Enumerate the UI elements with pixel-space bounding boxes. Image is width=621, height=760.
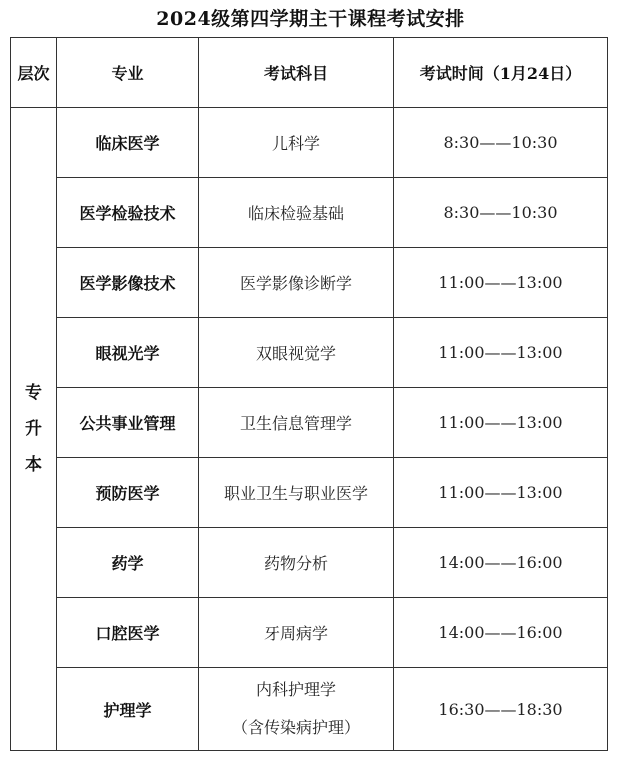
table-row [11,318,608,388]
table-row [11,458,608,528]
subject-line: （含传染病护理） [231,718,360,737]
major-cell: 护理学 [57,668,199,751]
major-cell: 口腔医学 [57,598,199,668]
major-cell: 药学 [57,528,199,598]
time-cell: 8:30——10:30 [394,108,608,178]
subject-line: 内科护理学 [255,680,336,699]
time-cell: 16:30——18:30 [394,668,608,751]
subject-cell: 职业卫生与职业医学 [199,458,394,528]
exam-schedule-table [10,37,608,751]
level-char: 专 [25,383,42,403]
table-row [11,668,608,751]
major-cell: 预防医学 [57,458,199,528]
subject-cell: 医学影像诊断学 [199,248,394,318]
subject-cell: 临床检验基础 [199,178,394,248]
subject-cell: 儿科学 [199,108,394,178]
subject-cell: 双眼视觉学 [199,318,394,388]
time-cell: 11:00——13:00 [394,248,608,318]
major-cell: 医学检验技术 [57,178,199,248]
table-row [11,528,608,598]
table-row [11,598,608,668]
level-cell [11,108,57,751]
level-char: 本 [25,455,42,475]
major-cell: 医学影像技术 [57,248,199,318]
header-time: 考试时间（1月24日） [394,38,608,108]
time-cell: 14:00——16:00 [394,598,608,668]
major-cell: 临床医学 [57,108,199,178]
table-header-row [11,38,608,108]
subject-cell [199,668,394,751]
subject-cell: 牙周病学 [199,598,394,668]
table-row [11,248,608,318]
header-major: 专业 [57,38,199,108]
time-cell: 11:00——13:00 [394,388,608,458]
major-cell: 公共事业管理 [57,388,199,458]
time-cell: 11:00——13:00 [394,458,608,528]
level-char: 升 [25,419,42,439]
header-subject: 考试科目 [199,38,394,108]
table-row [11,108,608,178]
time-cell: 14:00——16:00 [394,528,608,598]
header-level: 层次 [11,38,57,108]
table-row [11,178,608,248]
time-cell: 11:00——13:00 [394,318,608,388]
subject-cell: 药物分析 [199,528,394,598]
subject-cell: 卫生信息管理学 [199,388,394,458]
major-cell: 眼视光学 [57,318,199,388]
time-cell: 8:30——10:30 [394,178,608,248]
page-title: 2024级第四学期主干课程考试安排 [156,8,465,30]
table-row [11,388,608,458]
